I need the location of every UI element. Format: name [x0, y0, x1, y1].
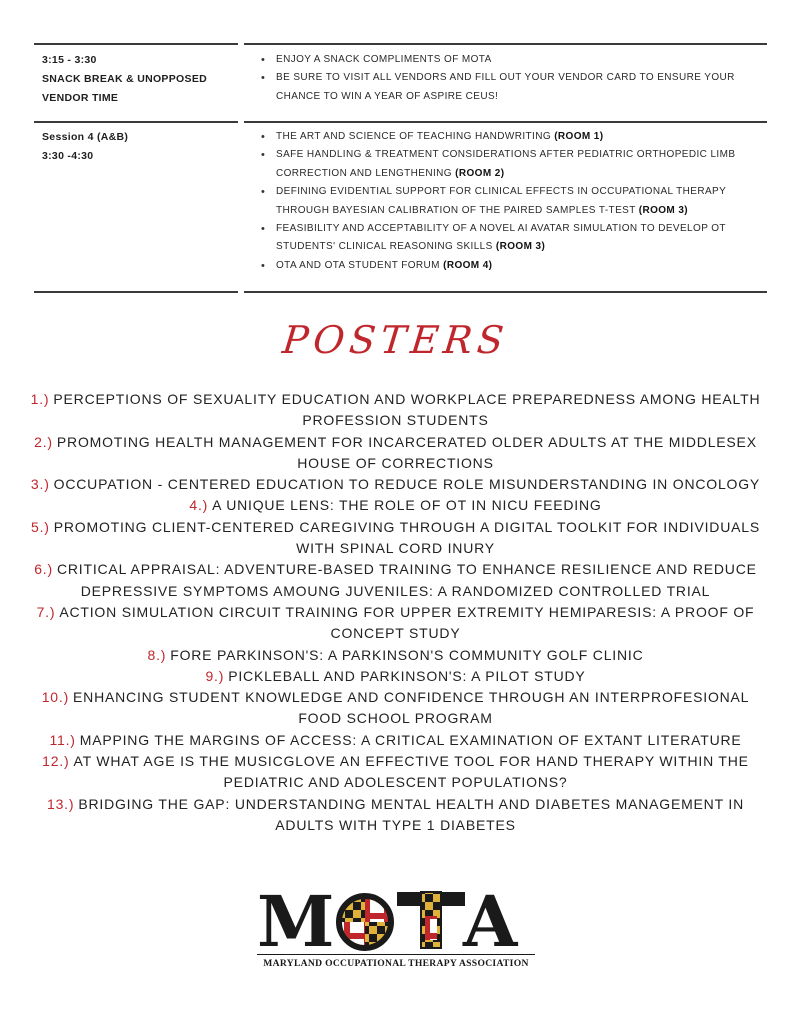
poster-item [24, 474, 767, 495]
mota-wordmark [257, 886, 535, 954]
poster-item [24, 666, 767, 687]
poster-title: A UNIQUE LENS: THE ROLE OF OT IN NICU FEEDING [212, 497, 602, 514]
posters-list [24, 389, 767, 836]
poster-title: OCCUPATION - CENTERED EDUCATION TO REDUCE ROLE MISUNDERSTANDING IN ONCOLOGY [53, 476, 761, 493]
poster-item [24, 432, 767, 475]
poster-title: BRIDGING THE GAP: UNDERSTANDING MENTAL HEALTH AND DIABETES MANAGEMENT IN ADULTS WITH TYPE 1 DIABETES [78, 795, 744, 833]
table-rule-bottom-left [34, 291, 238, 293]
poster-number: 2.) [34, 433, 53, 450]
poster-title: CRITICAL APPRAISAL: ADVENTURE-BASED TRAINING TO ENHANCE RESILIENCE AND REDUCE DEPRESSIVE SYMPTOMS AMOUNG JUVENILES: A RANDOMIZED CONTROLLED TRIAL [56, 561, 757, 599]
poster-title: ACTION SIMULATION CIRCUIT TRAINING FOR UPPER EXTREMITY HEMIPARESIS: A PROOF OF CONCEPT STUDY [59, 603, 755, 642]
room-label: (ROOM 2) [455, 167, 505, 179]
poster-title: AT WHAT AGE IS THE MUSICGLOVE AN EFFECTIVE TOOL FOR HAND THERAPY WITHIN THE PEDIATRIC AND ADOLESCENT POPULATIONS? [73, 753, 749, 791]
poster-item [24, 517, 767, 560]
poster-item [24, 751, 767, 794]
logo-letter-a: A [463, 886, 518, 954]
room-label: (ROOM 4) [443, 259, 493, 271]
poster-item [24, 794, 767, 837]
bullet-item: • BE SURE TO VISIT ALL VENDORS AND FILL OUT YOUR VENDOR CARD TO ENSURE YOUR CHANCE TO WIN A YEAR OF ASPIRE CEUS! [260, 69, 760, 106]
poster-title: PROMOTING CLIENT-CENTERED CAREGIVING THROUGH A DIGITAL TOOLKIT FOR INDIVIDUALS WITH SPINAL CORD INURY [53, 518, 760, 557]
schedule-bullet-list [260, 128, 760, 275]
bullet-item: • SAFE HANDLING & TREATMENT CONSIDERATIONS AFTER PEDIATRIC ORTHOPEDIC LIMB CORRECTION AND LENGTHENING (ROOM 2) [260, 146, 760, 183]
bullet-item: • OTA AND OTA STUDENT FORUM (ROOM 4) [260, 257, 760, 275]
logo-letter-t [397, 892, 465, 948]
posters-heading: POSTERS [280, 318, 511, 362]
bullet-item: • FEASIBILITY AND ACCEPTABILITY OF A NOVEL AI AVATAR SIMULATION TO DEVELOP OT STUDENTS' CLINICAL REASONING SKILLS (ROOM 3) [260, 220, 760, 257]
poster-item [24, 645, 767, 666]
poster-item [24, 559, 767, 602]
bullet-item: • ENJOY A SNACK COMPLIMENTS OF MOTA [260, 51, 760, 69]
event-title-line: VENDOR TIME [42, 92, 119, 104]
logo-subtitle: MARYLAND OCCUPATIONAL THERAPY ASSOCIATION [257, 954, 535, 969]
poster-title: PICKLEBALL AND PARKINSON'S: A PILOT STUDY [228, 667, 586, 684]
table-rule-top-left [34, 43, 238, 45]
poster-number: 11.) [49, 731, 76, 748]
poster-number: 4.) [189, 497, 209, 514]
poster-title: FORE PARKINSON'S: A PARKINSON'S COMMUNITY GOLF CLINIC [170, 646, 644, 663]
poster-title: MAPPING THE MARGINS OF ACCESS: A CRITICAL EXAMINATION OF EXTANT LITERATURE [79, 731, 742, 748]
event-title-line: SNACK BREAK & UNOPPOSED [42, 73, 207, 85]
poster-item [24, 687, 767, 730]
poster-title: ENHANCING STUDENT KNOWLEDGE AND CONFIDENCE THROUGH AN INTERPROFESIONAL FOOD SCHOOL PROGRAM [73, 689, 750, 727]
poster-number: 5.) [31, 518, 50, 535]
room-label: (ROOM 3) [638, 204, 689, 216]
poster-number: 7.) [36, 603, 56, 620]
poster-item [24, 730, 767, 751]
table-rule-mid-left [34, 121, 238, 123]
poster-item [24, 389, 767, 432]
poster-number: 6.) [34, 561, 53, 578]
time-label: 3:15 - 3:30 [42, 54, 97, 66]
poster-number: 12.) [42, 753, 70, 770]
poster-item [24, 602, 767, 645]
room-label: (ROOM 1) [554, 131, 604, 142]
poster-item [24, 495, 767, 516]
schedule-time-block [42, 51, 242, 108]
room-label: (ROOM 3) [495, 241, 546, 253]
table-rule-top-right [244, 43, 767, 45]
poster-number: 8.) [147, 646, 167, 663]
bullet-item: • DEFINING EVIDENTIAL SUPPORT FOR CLINICAL EFFECTS IN OCCUPATIONAL THERAPY THROUGH BAYESIAN CALIBRATION OF THE PAIRED SAMPLES T-TEST (ROOM 3) [260, 183, 760, 220]
poster-number: 9.) [205, 667, 225, 684]
session-label: Session 4 (A&B) [42, 131, 129, 143]
poster-number: 1.) [30, 391, 50, 407]
poster-number: 13.) [47, 795, 75, 812]
schedule-bullet-list [260, 51, 760, 106]
schedule-time-block [42, 128, 242, 166]
poster-number: 10.) [41, 689, 70, 706]
table-rule-mid-right [244, 121, 767, 123]
time-label: 3:30 -4:30 [42, 150, 94, 162]
poster-number: 3.) [30, 476, 50, 493]
bullet-item: • THE ART AND SCIENCE OF TEACHING HANDWRITING (ROOM 1) [260, 128, 760, 146]
poster-title: PERCEPTIONS OF SEXUALITY EDUCATION AND WORKPLACE PREPAREDNESS AMONG HEALTH PROFESSION STUDENTS [53, 391, 761, 429]
logo-letter-m: M [257, 886, 335, 954]
table-rule-bottom-right [244, 291, 767, 293]
poster-title: PROMOTING HEALTH MANAGEMENT FOR INCARCERATED OLDER ADULTS AT THE MIDDLESEX HOUSE OF CORRECTIONS [56, 433, 757, 471]
mota-logo [257, 886, 535, 971]
